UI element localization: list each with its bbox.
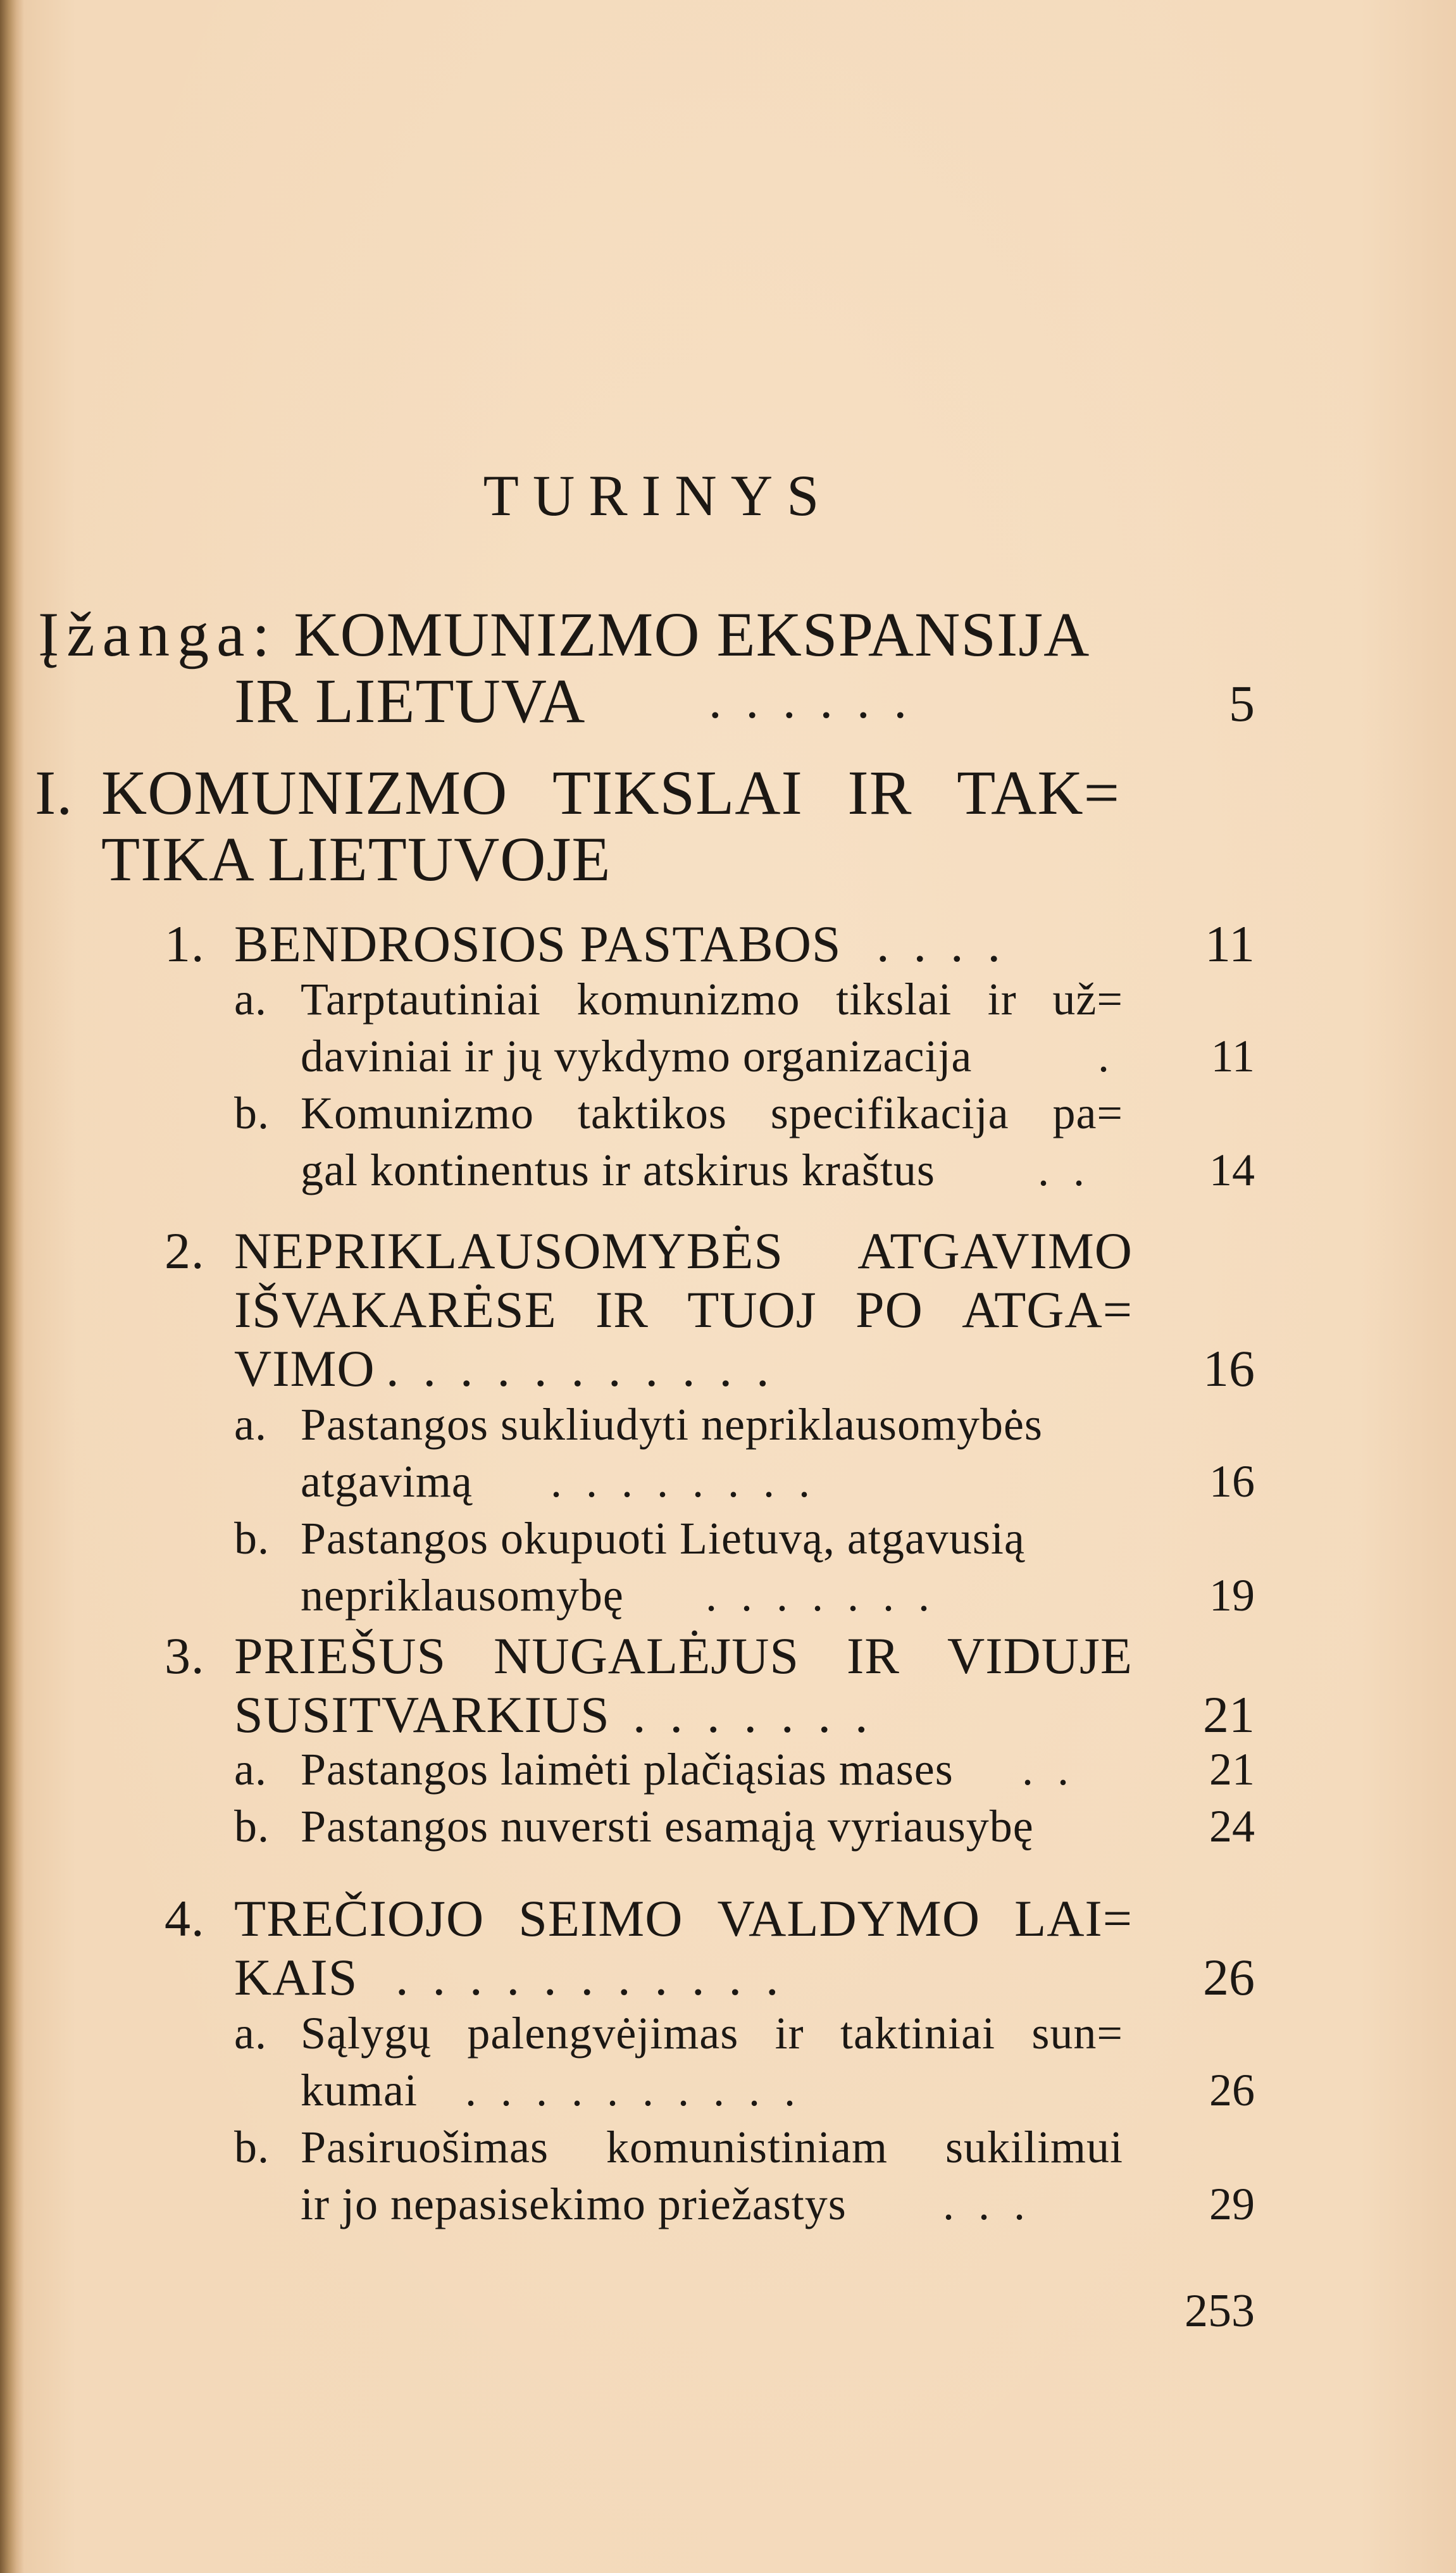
section-4a-line-2: kumai — [301, 2065, 418, 2115]
section-1a-word: komunizmo — [576, 974, 800, 1025]
section-3-word: PRIEŠUS — [234, 1627, 447, 1685]
section-4b-leader: ... — [943, 2179, 1049, 2229]
section-3a-page: 21 — [1209, 1744, 1255, 1795]
section-2-word: IR — [595, 1281, 649, 1338]
section-2b-letter: b. — [234, 1513, 270, 1564]
page-title: TURINYS — [483, 463, 833, 528]
section-3-number: 3. — [165, 1627, 205, 1685]
part-1-title-line-1 — [101, 756, 1120, 829]
section-1a-word: Tarptautiniai — [301, 974, 541, 1025]
section-4a-page: 26 — [1209, 2065, 1255, 2115]
section-4b-word: komunistiniam — [606, 2122, 888, 2172]
section-1-page: 11 — [1205, 915, 1255, 973]
section-2-word: PO — [855, 1281, 923, 1338]
section-2a-line-2: atgavimą — [301, 1456, 473, 1507]
section-2-line-2 — [234, 1280, 1133, 1340]
section-4a-word: Sąlygų — [301, 2008, 432, 2059]
part-1-title-line-2: TIKA LIETUVOJE — [101, 824, 611, 894]
section-2a-leader: ........ — [551, 1456, 834, 1507]
section-1b-line-1 — [301, 1087, 1123, 1140]
section-2b-line-1: Pastangos okupuoti Lietuvą, atgavusią — [301, 1513, 1025, 1564]
section-2-number: 2. — [165, 1222, 205, 1280]
part-1-word: TIKSLAI — [552, 757, 803, 828]
section-2-word: IŠVAKARĖSE — [234, 1281, 557, 1338]
page-edge-shadow — [0, 0, 24, 2573]
section-4a-leader: .......... — [465, 2065, 819, 2115]
part-1-numeral: I. — [35, 757, 73, 828]
section-2-line-3: VIMO — [234, 1340, 375, 1397]
section-4a-letter: a. — [234, 2008, 267, 2059]
section-4b-word: Pasiruošimas — [301, 2122, 549, 2172]
section-2b-page: 19 — [1209, 1570, 1255, 1621]
part-1-word: TAK= — [957, 757, 1120, 828]
section-2b-line-2: nepriklausomybę — [301, 1570, 624, 1621]
section-4-line-1 — [234, 1889, 1133, 1948]
section-4b-line-2: ir jo nepasisekimo priežastys — [301, 2179, 847, 2229]
section-1-number: 1. — [165, 915, 205, 973]
intro-title-line-2: IR LIETUVA — [234, 666, 586, 736]
section-2b-leader: ....... — [706, 1570, 954, 1621]
intro-page: 5 — [1229, 675, 1255, 732]
intro-label: Įžanga: — [38, 599, 278, 670]
section-4b-page: 29 — [1209, 2179, 1255, 2229]
part-1-word: IR — [847, 757, 912, 828]
section-1-title: BENDROSIOS PASTABOS — [234, 915, 842, 973]
section-4a-word: sun= — [1031, 2008, 1123, 2059]
section-3-leader: ....... — [633, 1686, 892, 1743]
section-2-line-1 — [234, 1221, 1133, 1281]
section-1a-line-1 — [301, 973, 1123, 1026]
section-1a-word: ir — [987, 974, 1017, 1025]
section-1a-line-2: daviniai ir jų vykdymo organizacija — [301, 1031, 973, 1081]
section-1b-page: 14 — [1209, 1145, 1255, 1195]
page-number: 253 — [1185, 2285, 1255, 2337]
intro-line-1 — [38, 598, 1090, 671]
section-1a-word: tikslai — [836, 974, 952, 1025]
section-4a-line-1 — [301, 2007, 1123, 2060]
section-4a-word: ir — [775, 2008, 804, 2059]
section-2-word: TUOJ — [687, 1281, 817, 1338]
section-3b-letter: b. — [234, 1801, 270, 1852]
section-3a-leader: .. — [1022, 1744, 1093, 1795]
section-4b-word: sukilimui — [945, 2122, 1123, 2172]
section-4b-line-1 — [301, 2121, 1123, 2174]
section-1b-letter: b. — [234, 1088, 270, 1138]
section-4-line-2: KAIS — [234, 1948, 358, 2006]
section-3a-letter: a. — [234, 1744, 267, 1795]
section-1b-word: pa= — [1052, 1088, 1123, 1138]
section-4-word: TREČIOJO — [234, 1890, 485, 1947]
section-4-word: VALDYMO — [717, 1890, 981, 1947]
section-4-leader: ........... — [395, 1948, 803, 2006]
intro-title-line-1: KOMUNIZMO EKSPANSIJA — [294, 599, 1090, 670]
section-4-word: LAI= — [1014, 1890, 1133, 1947]
section-3b-line-1: Pastangos nuversti esamąją vyriausybę — [301, 1801, 1034, 1852]
section-4-number: 4. — [165, 1890, 205, 1947]
section-1b-word: taktikos — [577, 1088, 727, 1138]
part-1-word: KOMUNIZMO — [101, 757, 508, 828]
section-3-word: VIDUJE — [947, 1627, 1133, 1685]
section-2a-page: 16 — [1209, 1456, 1255, 1507]
section-3b-page: 24 — [1209, 1801, 1255, 1852]
section-4-page: 26 — [1203, 1948, 1255, 2006]
section-2-page: 16 — [1203, 1340, 1255, 1397]
section-3-line-2: SUSITVARKIUS — [234, 1686, 610, 1743]
section-2-leader: ........... — [386, 1340, 793, 1397]
section-4-word: SEIMO — [518, 1890, 683, 1947]
intro-leader: ...... — [709, 671, 931, 729]
section-2-word: NEPRIKLAUSOMYBĖS — [234, 1222, 783, 1280]
section-1a-letter: a. — [234, 974, 267, 1025]
section-4a-word: palengvėjimas — [467, 2008, 739, 2059]
section-3-word: IR — [846, 1627, 900, 1685]
section-3-page: 21 — [1203, 1686, 1255, 1743]
section-2a-letter: a. — [234, 1399, 267, 1450]
section-1b-word: specifikacija — [770, 1088, 1009, 1138]
section-1a-leader: . — [1098, 1031, 1133, 1081]
section-1b-leader: .. — [1038, 1145, 1109, 1195]
section-1b-line-2: gal kontinentus ir atskirus kraštus — [301, 1145, 935, 1195]
section-4a-word: taktiniai — [840, 2008, 995, 2059]
section-3a-line-1: Pastangos laimėti plačiąsias mases — [301, 1744, 954, 1795]
section-1a-page: 11 — [1210, 1031, 1255, 1081]
section-1-leader: .... — [876, 915, 1024, 973]
section-1a-word: už= — [1052, 974, 1123, 1025]
section-2-word: ATGA= — [962, 1281, 1133, 1338]
section-3-line-1 — [234, 1626, 1133, 1686]
section-2a-line-1: Pastangos sukliudyti nepriklausomybės — [301, 1399, 1043, 1450]
section-2-word: ATGAVIMO — [857, 1222, 1133, 1280]
section-1b-word: Komunizmo — [301, 1088, 534, 1138]
section-4b-letter: b. — [234, 2122, 270, 2172]
section-3-word: NUGALĖJUS — [494, 1627, 799, 1685]
